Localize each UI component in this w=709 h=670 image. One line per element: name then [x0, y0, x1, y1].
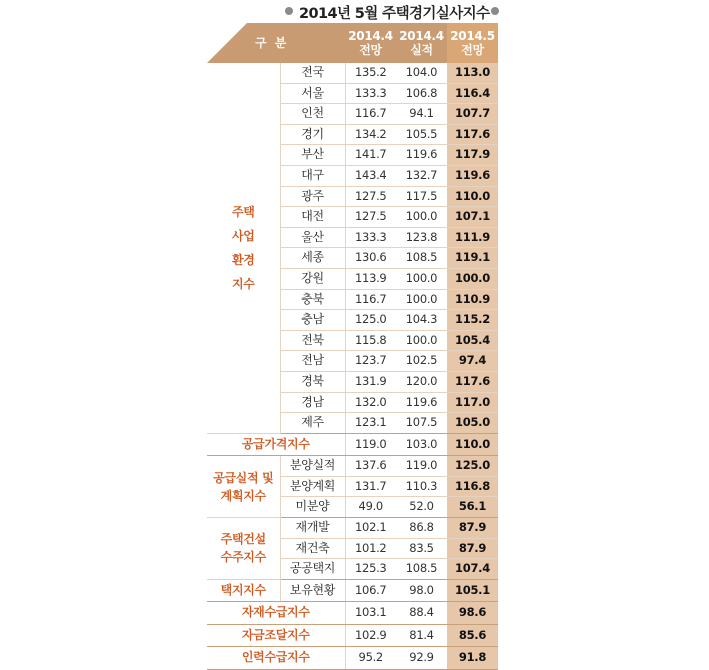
value-cell-col-2: 103.0: [396, 433, 447, 456]
header-col-2-line1: 2014.4: [399, 29, 444, 43]
value-cell-col-3: 115.2: [447, 310, 498, 331]
row-label: 전북: [280, 330, 345, 351]
value-cell-col-2: 52.0: [396, 497, 447, 518]
value-cell-col-2: 108.5: [396, 248, 447, 269]
value-cell-col-3: 125.0: [447, 456, 498, 477]
value-cell-col-3: 119.6: [447, 165, 498, 186]
row-label: 분양실적: [280, 456, 345, 477]
value-cell-col-1: 135.2: [345, 63, 396, 83]
value-cell-col-1: 133.3: [345, 227, 396, 248]
group-label-text: 인력수급지수: [241, 650, 310, 665]
value-cell-col-3: 117.0: [447, 392, 498, 413]
value-cell-col-3: 91.8: [447, 647, 498, 670]
value-cell-col-1: 102.9: [345, 624, 396, 647]
table-row: [207, 456, 498, 477]
value-cell-col-3: 107.7: [447, 104, 498, 125]
value-cell-col-3: 113.0: [447, 63, 498, 83]
value-cell-col-3: 105.4: [447, 330, 498, 351]
header-label: 구 분: [255, 36, 289, 50]
value-cell-col-2: 117.5: [396, 186, 447, 207]
value-cell-col-1: 125.3: [345, 559, 396, 580]
value-cell-col-2: 100.0: [396, 289, 447, 310]
header-col-3-line1: 2014.5: [450, 29, 495, 43]
value-cell-col-1: 102.1: [345, 517, 396, 538]
table-row: [207, 63, 498, 83]
group-label: [207, 517, 280, 579]
value-cell-col-2: 100.0: [396, 330, 447, 351]
value-cell-col-1: 141.7: [345, 145, 396, 166]
group-label-line: 계획지수: [220, 488, 266, 503]
table-row: [207, 602, 498, 625]
value-cell-col-2: 94.1: [396, 104, 447, 125]
header-col-3-line2: 전망: [461, 43, 484, 57]
row-label: 울산: [280, 227, 345, 248]
value-cell-col-1: 113.9: [345, 268, 396, 289]
value-cell-col-2: 106.8: [396, 83, 447, 104]
value-cell-col-3: 97.4: [447, 351, 498, 372]
value-cell-col-3: 116.8: [447, 476, 498, 497]
header-label-cell: [207, 23, 345, 63]
value-cell-col-1: 95.2: [345, 647, 396, 670]
group-label-line: 공급실적 및: [213, 470, 274, 485]
header-col-2: [396, 23, 447, 63]
group-label: [207, 624, 345, 647]
value-cell-col-1: 116.7: [345, 104, 396, 125]
value-cell-col-1: 134.2: [345, 124, 396, 145]
table-row: [207, 579, 498, 602]
row-label: 재개발: [280, 517, 345, 538]
value-cell-col-3: 107.1: [447, 207, 498, 228]
table-row: [207, 517, 498, 538]
value-cell-col-2: 100.0: [396, 207, 447, 228]
row-label: 부산: [280, 145, 345, 166]
row-label: 전남: [280, 351, 345, 372]
row-label: 경기: [280, 124, 345, 145]
value-cell-col-3: 85.6: [447, 624, 498, 647]
value-cell-col-1: 101.2: [345, 538, 396, 559]
value-cell-col-3: 117.9: [447, 145, 498, 166]
row-label: 세종: [280, 248, 345, 269]
value-cell-col-3: 110.0: [447, 433, 498, 456]
value-cell-col-2: 88.4: [396, 602, 447, 625]
value-cell-col-1: 143.4: [345, 165, 396, 186]
value-cell-col-3: 117.6: [447, 124, 498, 145]
value-cell-col-2: 107.5: [396, 413, 447, 434]
value-cell-col-2: 98.0: [396, 579, 447, 602]
value-cell-col-2: 100.0: [396, 268, 447, 289]
value-cell-col-3: 56.1: [447, 497, 498, 518]
value-cell-col-2: 81.4: [396, 624, 447, 647]
value-cell-col-3: 87.9: [447, 538, 498, 559]
value-cell-col-3: 100.0: [447, 268, 498, 289]
header-col-1: [345, 23, 396, 63]
value-cell-col-1: 116.7: [345, 289, 396, 310]
chart-title-bar: [0, 0, 709, 24]
value-cell-col-2: 104.0: [396, 63, 447, 83]
table-row: [207, 647, 498, 670]
group-label: [207, 63, 280, 433]
value-cell-col-1: 119.0: [345, 433, 396, 456]
row-label: 경남: [280, 392, 345, 413]
value-cell-col-3: 110.9: [447, 289, 498, 310]
header-col-1-line2: 전망: [359, 43, 382, 57]
group-label-line: 주택: [231, 204, 255, 219]
value-cell-col-3: 107.4: [447, 559, 498, 580]
value-cell-col-1: 133.3: [345, 83, 396, 104]
value-cell-col-3: 117.6: [447, 371, 498, 392]
row-label: 서울: [280, 83, 345, 104]
group-label-text: 자재수급지수: [241, 605, 310, 620]
value-cell-col-2: 119.0: [396, 456, 447, 477]
index-table-body: [207, 23, 498, 669]
value-cell-col-1: 115.8: [345, 330, 396, 351]
row-label: 보유현황: [280, 579, 345, 602]
row-label: 전국: [280, 63, 345, 83]
row-label: 인천: [280, 104, 345, 125]
value-cell-col-3: 111.9: [447, 227, 498, 248]
header-col-2-line2: 실적: [410, 43, 433, 57]
group-label: [207, 647, 345, 670]
value-cell-col-3: 119.1: [447, 248, 498, 269]
value-cell-col-1: 123.7: [345, 351, 396, 372]
value-cell-col-2: 108.5: [396, 559, 447, 580]
value-cell-col-2: 123.8: [396, 227, 447, 248]
value-cell-col-1: 132.0: [345, 392, 396, 413]
group-label: [207, 456, 280, 518]
row-label: 대전: [280, 207, 345, 228]
group-label-text: 공급가격지수: [241, 436, 310, 451]
table-row: [207, 433, 498, 456]
value-cell-col-1: 127.5: [345, 207, 396, 228]
value-cell-col-2: 119.6: [396, 145, 447, 166]
value-cell-col-2: 104.3: [396, 310, 447, 331]
row-label: 충남: [280, 310, 345, 331]
group-label-text: 자금조달지수: [241, 627, 310, 642]
value-cell-col-1: 131.9: [345, 371, 396, 392]
value-cell-col-2: 120.0: [396, 371, 447, 392]
group-label-line: 택지지수: [220, 582, 266, 597]
value-cell-col-1: 130.6: [345, 248, 396, 269]
value-cell-col-2: 92.9: [396, 647, 447, 670]
value-cell-col-2: 119.6: [396, 392, 447, 413]
value-cell-col-1: 131.7: [345, 476, 396, 497]
value-cell-col-1: 103.1: [345, 602, 396, 625]
row-label: 공공택지: [280, 559, 345, 580]
value-cell-col-1: 123.1: [345, 413, 396, 434]
bullet-dot-icon: [491, 7, 499, 15]
row-label: 제주: [280, 413, 345, 434]
group-label-line: 사업: [231, 228, 255, 243]
group-label: [207, 433, 345, 456]
row-label: 광주: [280, 186, 345, 207]
value-cell-col-2: 105.5: [396, 124, 447, 145]
row-label: 재건축: [280, 538, 345, 559]
group-label: [207, 579, 280, 602]
value-cell-col-3: 110.0: [447, 186, 498, 207]
group-label-line: 환경: [231, 252, 255, 267]
row-label: 분양계획: [280, 476, 345, 497]
row-label: 경북: [280, 371, 345, 392]
value-cell-col-2: 102.5: [396, 351, 447, 372]
header-col-1-line1: 2014.4: [348, 29, 393, 43]
value-cell-col-2: 110.3: [396, 476, 447, 497]
index-table: [207, 23, 498, 670]
value-cell-col-1: 127.5: [345, 186, 396, 207]
group-label-line: 수주지수: [220, 550, 266, 565]
header-col-3: [447, 23, 498, 63]
chart-title: 2014년 5월 주택경기실사지수: [299, 6, 490, 22]
value-cell-col-1: 49.0: [345, 497, 396, 518]
row-label: 대구: [280, 165, 345, 186]
table-row: [207, 624, 498, 647]
value-cell-col-2: 132.7: [396, 165, 447, 186]
group-label-line: 주택건설: [220, 532, 266, 547]
value-cell-col-3: 105.0: [447, 413, 498, 434]
group-label-line: 지수: [231, 276, 255, 291]
value-cell-col-3: 87.9: [447, 517, 498, 538]
bullet-dot-icon: [285, 7, 293, 15]
value-cell-col-2: 86.8: [396, 517, 447, 538]
row-label: 미분양: [280, 497, 345, 518]
value-cell-col-3: 98.6: [447, 602, 498, 625]
table-header-row: [207, 23, 498, 63]
value-cell-col-1: 137.6: [345, 456, 396, 477]
value-cell-col-3: 105.1: [447, 579, 498, 602]
value-cell-col-1: 125.0: [345, 310, 396, 331]
row-label: 충북: [280, 289, 345, 310]
value-cell-col-2: 83.5: [396, 538, 447, 559]
row-label: 강원: [280, 268, 345, 289]
value-cell-col-1: 106.7: [345, 579, 396, 602]
group-label: [207, 602, 345, 625]
value-cell-col-3: 116.4: [447, 83, 498, 104]
